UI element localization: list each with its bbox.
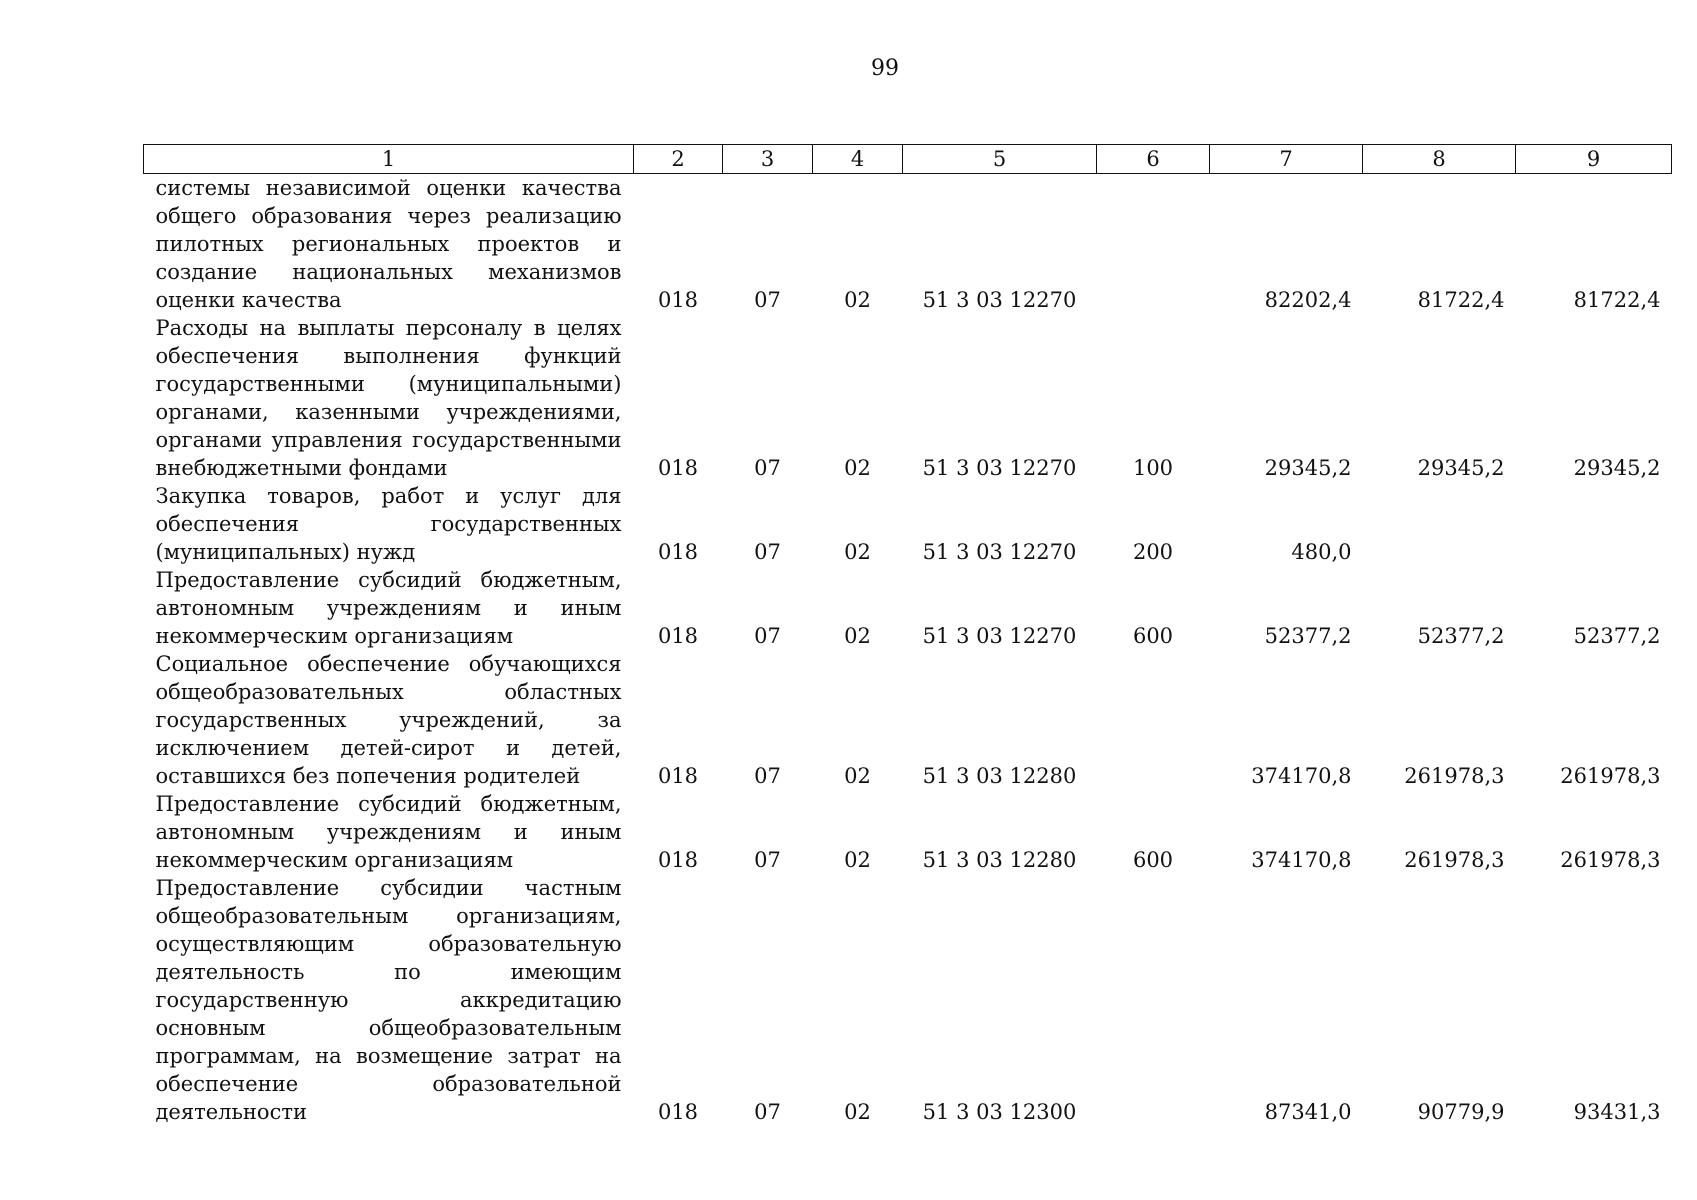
section-code: 07 bbox=[754, 624, 781, 648]
amount-col-7: 374170,8 bbox=[1251, 848, 1352, 872]
amount-col-7: 82202,4 bbox=[1264, 288, 1352, 312]
row-description: Предоставление субсидии частным общеобразовательным организациям, осуществляющим образовательную деятельность по имеющим государственную аккредитацию основным общеобразовательным программам, на возмещение затрат на обеспечение образовательной деятельности bbox=[155, 876, 622, 1124]
table-row bbox=[144, 650, 1672, 790]
target-article-code: 51 3 03 12270 bbox=[922, 624, 1077, 648]
subsection-code: 02 bbox=[844, 456, 871, 480]
header-col-8: 8 bbox=[1363, 145, 1516, 174]
amount-col-8: 90779,9 bbox=[1417, 1100, 1505, 1124]
amount-col-7: 480,0 bbox=[1291, 540, 1352, 564]
row-description: Предоставление субсидий бюджетным, автономным учреждениям и иным некоммерческим организациям bbox=[155, 568, 622, 648]
target-article-code: 51 3 03 12300 bbox=[922, 1100, 1077, 1124]
target-article-code: 51 3 03 12270 bbox=[922, 540, 1077, 564]
amount-col-9 bbox=[1516, 482, 1672, 566]
row-description: Закупка товаров, работ и услуг для обеспечения государственных (муниципальных) нужд bbox=[155, 484, 622, 564]
table-body bbox=[144, 174, 1672, 1127]
expense-type-code: 600 bbox=[1132, 624, 1174, 648]
section-code: 07 bbox=[754, 764, 781, 788]
department-code: 018 bbox=[657, 848, 699, 872]
amount-col-7: 29345,2 bbox=[1264, 456, 1352, 480]
header-col-7: 7 bbox=[1210, 145, 1363, 174]
subsection-code: 02 bbox=[844, 764, 871, 788]
amount-col-9: 261978,3 bbox=[1560, 764, 1661, 788]
amount-col-8: 81722,4 bbox=[1417, 288, 1505, 312]
department-code: 018 bbox=[657, 540, 699, 564]
subsection-code: 02 bbox=[844, 1100, 871, 1124]
amount-col-8: 52377,2 bbox=[1417, 624, 1505, 648]
table-row bbox=[144, 482, 1672, 566]
amount-col-9: 29345,2 bbox=[1573, 456, 1661, 480]
page-number: 99 bbox=[871, 56, 899, 81]
table-row bbox=[144, 790, 1672, 874]
amount-col-8: 261978,3 bbox=[1404, 764, 1505, 788]
expense-type-code: 200 bbox=[1132, 540, 1174, 564]
expense-type-code bbox=[1097, 650, 1210, 790]
section-code: 07 bbox=[754, 540, 781, 564]
row-description: Социальное обеспечение обучающихся общеобразовательных областных государственных учреждений, за исключением детей-сирот и детей, оставшихся без попечения родителей bbox=[155, 652, 622, 788]
amount-col-9: 52377,2 bbox=[1573, 624, 1661, 648]
amount-col-8 bbox=[1363, 482, 1516, 566]
amount-col-7: 87341,0 bbox=[1264, 1100, 1352, 1124]
header-col-6: 6 bbox=[1097, 145, 1210, 174]
department-code: 018 bbox=[657, 288, 699, 312]
amount-col-7: 52377,2 bbox=[1264, 624, 1352, 648]
table-row bbox=[144, 566, 1672, 650]
department-code: 018 bbox=[657, 764, 699, 788]
table-header bbox=[144, 145, 1672, 174]
section-code: 07 bbox=[754, 288, 781, 312]
department-code: 018 bbox=[657, 1100, 699, 1124]
section-code: 07 bbox=[754, 848, 781, 872]
target-article-code: 51 3 03 12280 bbox=[922, 848, 1077, 872]
amount-col-9: 93431,3 bbox=[1573, 1100, 1661, 1124]
target-article-code: 51 3 03 12270 bbox=[922, 288, 1077, 312]
amount-col-9: 261978,3 bbox=[1560, 848, 1661, 872]
row-description: системы независимой оценки качества общего образования через реализацию пилотных региональных проектов и создание национальных механизмов оценки качества bbox=[155, 176, 622, 312]
header-col-1: 1 bbox=[144, 145, 634, 174]
header-col-9: 9 bbox=[1516, 145, 1672, 174]
amount-col-7: 374170,8 bbox=[1251, 764, 1352, 788]
subsection-code: 02 bbox=[844, 848, 871, 872]
header-row bbox=[144, 145, 1672, 174]
row-description: Расходы на выплаты персоналу в целях обеспечения выполнения функций государственными (муниципальными) органами, казенными учреждениями, органами управления государственными внебюджетными фондами bbox=[155, 316, 622, 480]
amount-col-9: 81722,4 bbox=[1573, 288, 1661, 312]
row-description: Предоставление субсидий бюджетным, автономным учреждениям и иным некоммерческим организациям bbox=[155, 792, 622, 872]
table-row bbox=[144, 314, 1672, 482]
header-col-2: 2 bbox=[634, 145, 723, 174]
department-code: 018 bbox=[657, 624, 699, 648]
table-row bbox=[144, 874, 1672, 1126]
expense-type-code bbox=[1097, 874, 1210, 1126]
table-row bbox=[144, 174, 1672, 315]
target-article-code: 51 3 03 12270 bbox=[922, 456, 1077, 480]
subsection-code: 02 bbox=[844, 624, 871, 648]
target-article-code: 51 3 03 12280 bbox=[922, 764, 1077, 788]
expense-type-code: 100 bbox=[1132, 456, 1174, 480]
subsection-code: 02 bbox=[844, 540, 871, 564]
amount-col-8: 29345,2 bbox=[1417, 456, 1505, 480]
section-code: 07 bbox=[754, 456, 781, 480]
header-col-3: 3 bbox=[723, 145, 813, 174]
header-col-4: 4 bbox=[813, 145, 903, 174]
expense-type-code bbox=[1097, 174, 1210, 315]
amount-col-8: 261978,3 bbox=[1404, 848, 1505, 872]
subsection-code: 02 bbox=[844, 288, 871, 312]
header-col-5: 5 bbox=[903, 145, 1097, 174]
expense-type-code: 600 bbox=[1132, 848, 1174, 872]
budget-table bbox=[143, 144, 1672, 1126]
department-code: 018 bbox=[657, 456, 699, 480]
section-code: 07 bbox=[754, 1100, 781, 1124]
